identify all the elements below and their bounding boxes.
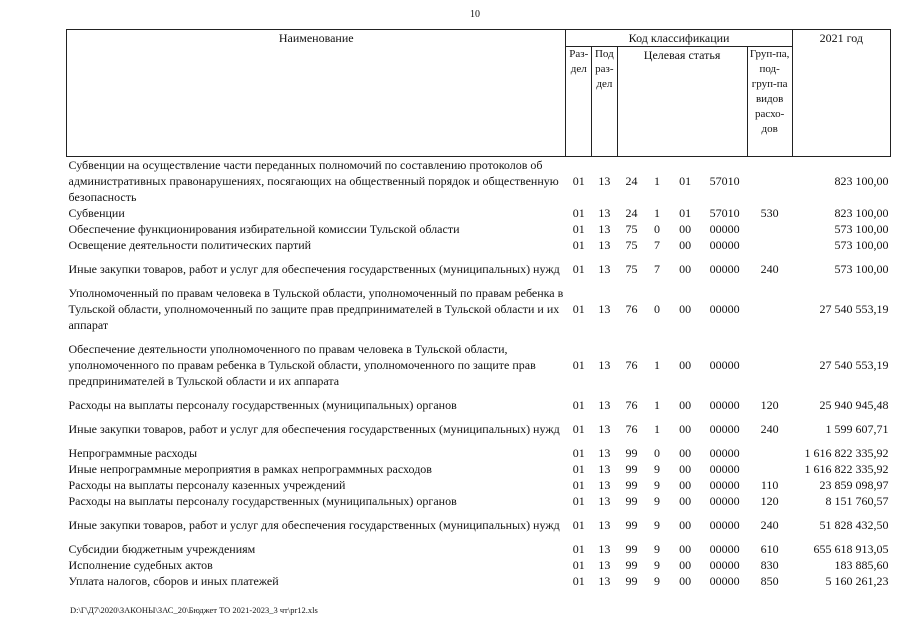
amount-2021: 1 616 822 335,92 <box>804 462 889 476</box>
header-classification: Код классификации <box>566 30 792 47</box>
target-direction-code: 00000 <box>709 574 740 588</box>
target-main-event-code: 00 <box>679 446 692 460</box>
target-direction-code: 00000 <box>709 262 740 276</box>
table-row <box>67 413 891 445</box>
target-direction-code: 00000 <box>709 222 740 236</box>
table-row <box>67 221 891 237</box>
target-main-event-code: 01 <box>679 174 692 188</box>
target-direction-code: 00000 <box>709 478 740 492</box>
section-code: 01 <box>572 238 585 252</box>
row-name: Иные непрограммные мероприятия в рамках непрограммных расходов <box>68 462 432 476</box>
budget-table <box>66 29 891 589</box>
target-subprogram-code: 0 <box>654 302 661 316</box>
target-subprogram-code: 9 <box>654 462 661 476</box>
table-row <box>67 205 891 221</box>
table-row <box>67 493 891 509</box>
row-name: Иные закупки товаров, работ и услуг для обеспечения государственных (муниципальных) нужд <box>68 422 560 436</box>
subsection-code: 13 <box>598 422 611 436</box>
row-name: Уплата налогов, сборов и иных платежей <box>68 574 279 588</box>
section-code: 01 <box>572 302 585 316</box>
amount-2021: 655 618 913,05 <box>813 542 889 556</box>
target-main-event-code: 00 <box>679 222 692 236</box>
target-program-code: 24 <box>625 206 638 220</box>
target-program-code: 99 <box>625 494 638 508</box>
expense-type-code: 240 <box>760 262 779 276</box>
target-direction-code: 57010 <box>709 174 740 188</box>
target-program-code: 75 <box>625 262 638 276</box>
expense-type-code: 240 <box>760 518 779 532</box>
target-direction-code: 00000 <box>709 558 740 572</box>
amount-2021: 27 540 553,19 <box>819 302 889 316</box>
amount-2021: 5 160 261,23 <box>825 574 889 588</box>
amount-2021: 25 940 945,48 <box>819 398 889 412</box>
target-main-event-code: 00 <box>679 494 692 508</box>
subsection-code: 13 <box>598 262 611 276</box>
target-program-code: 99 <box>625 446 638 460</box>
table-row <box>67 237 891 253</box>
table-row <box>67 157 891 206</box>
expense-type-code <box>747 445 792 461</box>
section-code: 01 <box>572 206 585 220</box>
table-row <box>67 509 891 541</box>
table-row <box>67 477 891 493</box>
target-program-code: 99 <box>625 574 638 588</box>
amount-2021: 1 616 822 335,92 <box>804 446 889 460</box>
expense-type-code <box>747 285 792 333</box>
target-subprogram-code: 9 <box>654 494 661 508</box>
row-name: Субсидии бюджетным учреждениям <box>68 542 256 556</box>
amount-2021: 573 100,00 <box>834 262 889 276</box>
section-code: 01 <box>572 574 585 588</box>
target-direction-code: 00000 <box>709 446 740 460</box>
row-name: Обеспечение функционирования избирательной комиссии Тульской области <box>68 222 460 236</box>
target-direction-code: 00000 <box>709 518 740 532</box>
header-target: Целевая статья <box>617 47 747 157</box>
table-header <box>67 30 891 157</box>
target-subprogram-code: 0 <box>654 446 661 460</box>
table-row <box>67 557 891 573</box>
section-code: 01 <box>572 174 585 188</box>
target-main-event-code: 00 <box>679 478 692 492</box>
header-year: 2021 год <box>792 30 890 157</box>
amount-2021: 823 100,00 <box>834 206 889 220</box>
target-program-code: 99 <box>625 478 638 492</box>
target-program-code: 99 <box>625 462 638 476</box>
section-code: 01 <box>572 398 585 412</box>
table-row <box>67 541 891 557</box>
target-main-event-code: 00 <box>679 422 692 436</box>
subsection-code: 13 <box>598 398 611 412</box>
expense-type-code: 850 <box>760 574 779 588</box>
table-row <box>67 397 891 413</box>
table-row <box>67 333 891 397</box>
target-main-event-code: 01 <box>679 206 692 220</box>
target-direction-code: 00000 <box>709 422 740 436</box>
target-program-code: 99 <box>625 518 638 532</box>
row-name: Иные закупки товаров, работ и услуг для обеспечения государственных (муниципальных) нужд <box>68 518 560 532</box>
target-direction-code: 00000 <box>709 302 740 316</box>
table-row <box>67 461 891 477</box>
target-subprogram-code: 9 <box>654 478 661 492</box>
subsection-code: 13 <box>598 542 611 556</box>
row-name: Освещение деятельности политических партий <box>68 238 312 252</box>
amount-2021: 8 151 760,57 <box>825 494 889 508</box>
amount-2021: 183 885,60 <box>834 558 889 572</box>
amount-2021: 1 599 607,71 <box>825 422 889 436</box>
subsection-code: 13 <box>598 446 611 460</box>
target-program-code: 24 <box>625 174 638 188</box>
section-code: 01 <box>572 558 585 572</box>
target-direction-code: 00000 <box>709 462 740 476</box>
target-program-code: 76 <box>625 422 638 436</box>
target-subprogram-code: 7 <box>654 262 661 276</box>
section-code: 01 <box>572 422 585 436</box>
expense-type-code: 240 <box>760 422 779 436</box>
target-subprogram-code: 9 <box>654 518 661 532</box>
subsection-code: 13 <box>598 174 611 188</box>
subsection-code: 13 <box>598 462 611 476</box>
expense-type-code <box>747 333 792 397</box>
expense-type-code <box>747 157 792 206</box>
target-program-code: 76 <box>625 302 638 316</box>
target-direction-code: 00000 <box>709 398 740 412</box>
row-name: Расходы на выплаты персоналу государственных (муниципальных) органов <box>68 398 457 412</box>
target-direction-code: 00000 <box>709 542 740 556</box>
target-subprogram-code: 9 <box>654 574 661 588</box>
subsection-code: 13 <box>598 302 611 316</box>
expense-type-code <box>747 237 792 253</box>
amount-2021: 23 859 098,97 <box>819 478 889 492</box>
table-row <box>67 445 891 461</box>
target-subprogram-code: 1 <box>654 358 661 372</box>
row-name: Расходы на выплаты персоналу казенных учреждений <box>68 478 346 492</box>
subsection-code: 13 <box>598 574 611 588</box>
subsection-code: 13 <box>598 238 611 252</box>
expense-type-code: 530 <box>760 206 779 220</box>
header-name: Наименование <box>67 30 566 157</box>
section-code: 01 <box>572 222 585 236</box>
target-main-event-code: 00 <box>679 518 692 532</box>
expense-type-code: 120 <box>760 494 779 508</box>
section-code: 01 <box>572 446 585 460</box>
amount-2021: 27 540 553,19 <box>819 358 889 372</box>
target-direction-code: 57010 <box>709 206 740 220</box>
target-main-event-code: 00 <box>679 574 692 588</box>
section-code: 01 <box>572 478 585 492</box>
section-code: 01 <box>572 494 585 508</box>
row-name: Субвенции <box>68 206 125 220</box>
target-main-event-code: 00 <box>679 238 692 252</box>
expense-type-code: 610 <box>760 542 779 556</box>
section-code: 01 <box>572 358 585 372</box>
page-number: 10 <box>470 9 480 20</box>
row-name: Расходы на выплаты персоналу государственных (муниципальных) органов <box>68 494 457 508</box>
subsection-code: 13 <box>598 358 611 372</box>
target-main-event-code: 00 <box>679 398 692 412</box>
target-subprogram-code: 0 <box>654 222 661 236</box>
target-program-code: 76 <box>625 398 638 412</box>
row-name: Непрограммные расходы <box>68 446 198 460</box>
target-program-code: 76 <box>625 358 638 372</box>
target-subprogram-code: 9 <box>654 542 661 556</box>
header-expense-group: Груп-па, под-груп-па видов расхо-дов <box>747 47 792 157</box>
row-name: Уполномоченный по правам человека в Тульской области, уполномоченный по правам ребенка в Тульской области, уполномоченный по защите прав предпринимателей в Тульской области и их аппарат <box>68 286 564 332</box>
subsection-code: 13 <box>598 558 611 572</box>
table-row <box>67 573 891 589</box>
table-body <box>67 157 891 590</box>
target-subprogram-code: 9 <box>654 558 661 572</box>
table-row <box>67 285 891 333</box>
target-main-event-code: 00 <box>679 462 692 476</box>
subsection-code: 13 <box>598 206 611 220</box>
row-name: Обеспечение деятельности уполномоченного по правам человека в Тульской области, уполномоченного по правам ребенка в Тульской области, уполномоченного по защите прав предпринимателей в Тульской области и их аппарата <box>68 342 536 388</box>
amount-2021: 573 100,00 <box>834 238 889 252</box>
target-main-event-code: 00 <box>679 262 692 276</box>
section-code: 01 <box>572 262 585 276</box>
target-main-event-code: 00 <box>679 558 692 572</box>
target-program-code: 75 <box>625 238 638 252</box>
expense-type-code: 830 <box>760 558 779 572</box>
amount-2021: 51 828 432,50 <box>819 518 889 532</box>
subsection-code: 13 <box>598 494 611 508</box>
target-subprogram-code: 1 <box>654 206 661 220</box>
target-main-event-code: 00 <box>679 358 692 372</box>
target-program-code: 75 <box>625 222 638 236</box>
amount-2021: 823 100,00 <box>834 174 889 188</box>
expense-type-code <box>747 221 792 237</box>
file-path-footer: D:\Г\Д7\2020\ЗАКОНЫ\ЗАС_20\Бюджет ТО 2021-2023_3 чт\рr12.xls <box>70 605 318 615</box>
header-subsection: Под раз-дел <box>592 47 618 157</box>
row-name: Субвенции на осуществление части переданных полномочий по составлению протоколов об административных правонарушениях, посягающих на общественный порядок и общественную безопасность <box>68 158 559 204</box>
subsection-code: 13 <box>598 222 611 236</box>
subsection-code: 13 <box>598 518 611 532</box>
target-subprogram-code: 7 <box>654 238 661 252</box>
row-name: Исполнение судебных актов <box>68 558 213 572</box>
subsection-code: 13 <box>598 478 611 492</box>
expense-type-code: 120 <box>760 398 779 412</box>
expense-type-code: 110 <box>760 478 779 492</box>
header-section: Раз-дел <box>566 47 592 157</box>
target-program-code: 99 <box>625 542 638 556</box>
section-code: 01 <box>572 462 585 476</box>
target-program-code: 99 <box>625 558 638 572</box>
target-subprogram-code: 1 <box>654 422 661 436</box>
target-main-event-code: 00 <box>679 302 692 316</box>
target-subprogram-code: 1 <box>654 174 661 188</box>
amount-2021: 573 100,00 <box>834 222 889 236</box>
row-name: Иные закупки товаров, работ и услуг для обеспечения государственных (муниципальных) нужд <box>68 262 560 276</box>
expense-type-code <box>747 461 792 477</box>
table-row <box>67 253 891 285</box>
target-main-event-code: 00 <box>679 542 692 556</box>
section-code: 01 <box>572 518 585 532</box>
section-code: 01 <box>572 542 585 556</box>
target-direction-code: 00000 <box>709 238 740 252</box>
target-direction-code: 00000 <box>709 358 740 372</box>
target-subprogram-code: 1 <box>654 398 661 412</box>
target-direction-code: 00000 <box>709 494 740 508</box>
